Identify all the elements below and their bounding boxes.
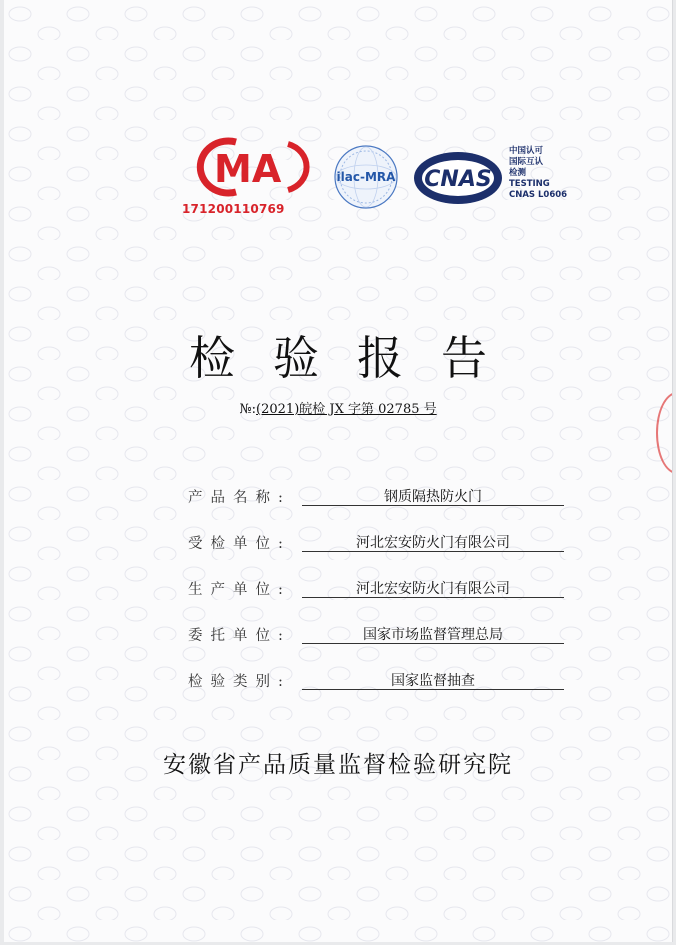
field-value: 钢质隔热防火门 [302, 486, 564, 506]
cma-logo-letters: MA [214, 147, 282, 191]
report-number-prefix: №: [239, 402, 257, 417]
ilac-mra-logo [330, 144, 402, 210]
field-value: 河北宏安防火门有限公司 [302, 532, 564, 552]
report-number-value: (2021)皖检 JX 字第 02785 号 [256, 402, 437, 417]
field-value: 河北宏安防火门有限公司 [302, 578, 564, 598]
cnas-logo [412, 150, 504, 206]
page-title: 检验报告 [189, 331, 525, 385]
cma-number: 171200110769 [182, 202, 285, 216]
cma-logo [184, 136, 312, 198]
issuing-institute: 安徽省产品质量监督检验研究院 [163, 752, 513, 778]
report-number [4, 398, 672, 417]
cnas-caption-line: 国际互认 [509, 157, 544, 167]
field-label: 生产单位: [188, 582, 291, 598]
field-label: 受检单位: [188, 536, 291, 552]
field-label: 委托单位: [188, 628, 291, 644]
ilac-mra-text: ilac-MRA [336, 170, 396, 184]
field-value: 国家市场监督管理总局 [302, 624, 564, 644]
cnas-caption [509, 146, 567, 201]
field-value: 国家监督抽查 [302, 670, 564, 690]
cnas-caption-line: 中国认可 [509, 146, 544, 156]
field-label: 检验类别: [188, 674, 291, 690]
cnas-caption-line: TESTING [509, 179, 550, 189]
field-label: 产品名称: [188, 490, 291, 506]
cnas-caption-line: CNAS L0606 [509, 190, 568, 200]
cnas-text: CNAS [424, 167, 492, 192]
report-page [4, 0, 673, 942]
cnas-caption-line: 检测 [509, 168, 527, 178]
accreditation-logos [4, 132, 672, 232]
